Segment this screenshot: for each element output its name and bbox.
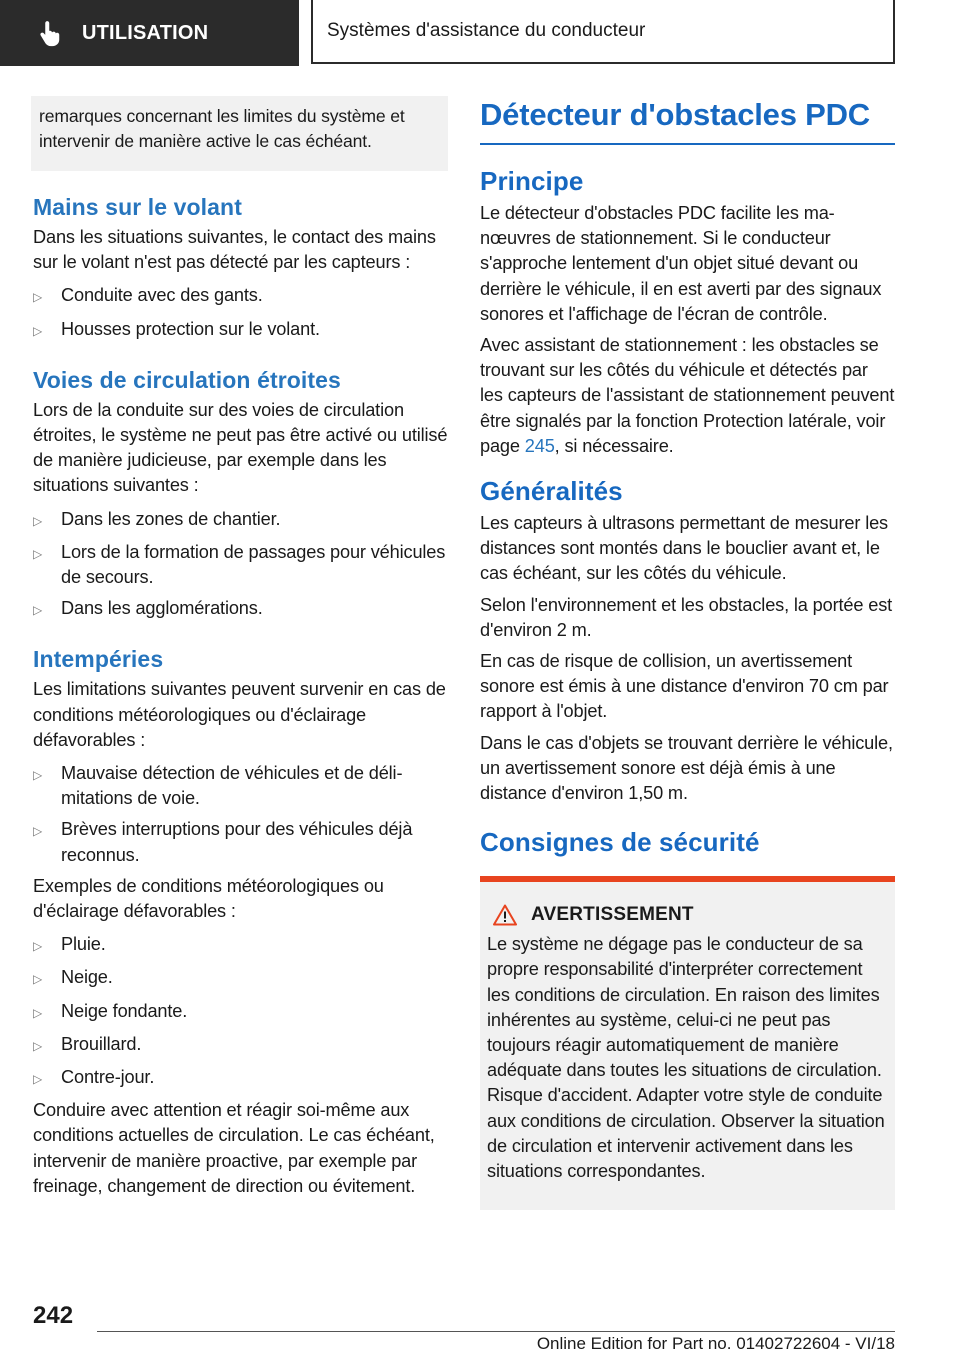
hand-pointer-icon xyxy=(36,18,66,48)
list-item: ▷ Brouillard. xyxy=(33,1032,448,1059)
chapter-title: Systèmes d'assistance du conducteur xyxy=(327,20,646,41)
heading-weather: Intempéries xyxy=(33,646,164,673)
general-p4: Dans le cas d'objets se trouvant derrière le véhicule, un avertissement sonore est déjà émis à une distance d'environ 1,50 m. xyxy=(480,732,893,804)
weather-examples-intro: Exemples de conditions météorologiques ou d'éclairage défavorables : xyxy=(33,875,384,922)
heading-narrow-lanes: Voies de circulation étroites xyxy=(33,366,341,393)
triangle-bullet-icon: ▷ xyxy=(33,1005,43,1020)
page-footer xyxy=(0,1300,960,1362)
heading-principle: Principe xyxy=(480,166,584,196)
warning-triangle-icon xyxy=(493,904,517,926)
list-item: ▷ Housses protection sur le volant. xyxy=(33,317,448,344)
triangle-bullet-icon: ▷ xyxy=(33,323,43,338)
warning-header xyxy=(487,904,887,926)
triangle-bullet-icon: ▷ xyxy=(33,972,43,987)
list-item: ▷ Contre-jour. xyxy=(33,1065,448,1092)
heading-divider xyxy=(480,143,895,145)
triangle-bullet-icon: ▷ xyxy=(33,513,43,528)
warning-label: AVERTISSEMENT xyxy=(531,904,694,926)
narrow-body: Lors de la conduite sur des voies de circulation étroites, le système ne peut pas être activé ou utilisé de manière judicieuse, par exemple dans les situations suivantes : xyxy=(33,399,448,496)
warning-box xyxy=(480,876,895,1210)
heading-general: Généralités xyxy=(480,476,623,507)
triangle-bullet-icon: ▷ xyxy=(33,824,43,839)
list-item: ▷ Dans les zones de chantier. xyxy=(33,507,448,534)
section-title: UTILISATION xyxy=(82,21,209,44)
list-item: ▷ Neige fondante. xyxy=(33,999,448,1026)
warning-text: Le système ne dégage pas le conducteur de sa propre responsabilité d'interpréter correctement les conditions de circulation. En raison des limites inhérentes au système, celui-ci ne peut pas toujours réagir automatiquement de manière adéquate dans toutes les situations de circulation. Risque d'accident. Adapter votre style de conduite aux conditions de circulation. Observer la situation de circulation et intervenir activement dans les situations correspondantes. xyxy=(487,934,885,1182)
list-item: ▷ Dans les agglomérations. xyxy=(33,596,448,623)
weather-body: Les limitations suivantes peuvent survenir en cas de conditions météorologiques ou d'éclairage défavorables : xyxy=(33,679,446,750)
list-item: ▷ Pluie. xyxy=(33,932,448,959)
narrow-list xyxy=(33,507,448,624)
left-column xyxy=(33,96,448,1205)
triangle-bullet-icon: ▷ xyxy=(33,546,43,561)
right-column xyxy=(480,96,895,1210)
general-p3: En cas de risque de collision, un avertissement sonore est émis à une distance d'environ 70 cm par rapport à l'objet. xyxy=(480,651,889,722)
chapter-tab xyxy=(311,0,895,64)
note-text: remarques concernant les limites du système et intervenir de manière active le cas échéant. xyxy=(39,106,405,151)
weather-examples-list xyxy=(33,932,448,1092)
triangle-bullet-icon: ▷ xyxy=(33,768,43,783)
principle-p1: Le détecteur d'obstacles PDC facilite les manœuvres de stationnement. Si le conducteur s'approche lentement d'un objet situé devant ou derrière le véhicule, il en est averti par des signaux sonores et l'affichage de l'écran de contrôle. xyxy=(480,203,882,324)
list-item: ▷ Mauvaise détection de véhicules et de délimitations de voie. xyxy=(33,761,448,811)
heading-hands-on-wheel: Mains sur le volant xyxy=(33,194,242,220)
list-item: ▷ Conduite avec des gants. xyxy=(33,283,448,310)
page-link-245[interactable]: 245 xyxy=(524,435,555,456)
general-p2: Selon l'environnement et les obstacles, la portée est d'environ 2 m. xyxy=(480,594,893,640)
list-item: ▷ Brèves interruptions pour des véhicules déjà reconnus. xyxy=(33,817,448,867)
triangle-bullet-icon: ▷ xyxy=(33,290,43,305)
hands-list xyxy=(33,283,448,343)
principle-p2: Avec assistant de stationnement : les obstacles se trouvant sur les côtés du véhicule et détectés par les capteurs de l'assistant de stationnement peuvent être signalés par la fonction Protection latérale, voir page 245, si nécessaire. xyxy=(480,335,895,456)
weather-list xyxy=(33,761,448,868)
list-item: ▷ Lors de la formation de passages pour véhicules de secours. xyxy=(33,540,448,590)
page-header xyxy=(0,0,960,66)
triangle-bullet-icon: ▷ xyxy=(33,603,43,618)
triangle-bullet-icon: ▷ xyxy=(33,939,43,954)
hands-body: Dans les situations suivantes, le contact des mains sur le volant n'est pas détecté par les capteurs : xyxy=(33,227,436,273)
chapter-heading-pdc: Détecteur d'obstacles PDC xyxy=(480,97,870,132)
general-p1: Les capteurs à ultrasons permettant de mesurer les distances sont montés dans le bouclier avant et, le cas échéant, sur les côtés du véhicule. xyxy=(480,513,888,584)
triangle-bullet-icon: ▷ xyxy=(33,1038,43,1053)
heading-safety: Consignes de sécurité xyxy=(480,827,760,858)
list-item: ▷ Neige. xyxy=(33,965,448,992)
section-tab xyxy=(0,0,299,66)
edition-text: Online Edition for Part no. 01402722604 - VI/18 xyxy=(536,1334,895,1353)
continued-note xyxy=(31,96,448,171)
page-number: 242 xyxy=(33,1302,74,1329)
weather-closing: Conduire avec attention et réagir soi-même aux conditions actuelles de circulation. Le cas échéant, intervenir de manière proactive, par exemple par freinage, changement de direction ou évitement. xyxy=(33,1100,435,1196)
footer-divider xyxy=(97,1331,895,1332)
triangle-bullet-icon: ▷ xyxy=(33,1072,43,1087)
